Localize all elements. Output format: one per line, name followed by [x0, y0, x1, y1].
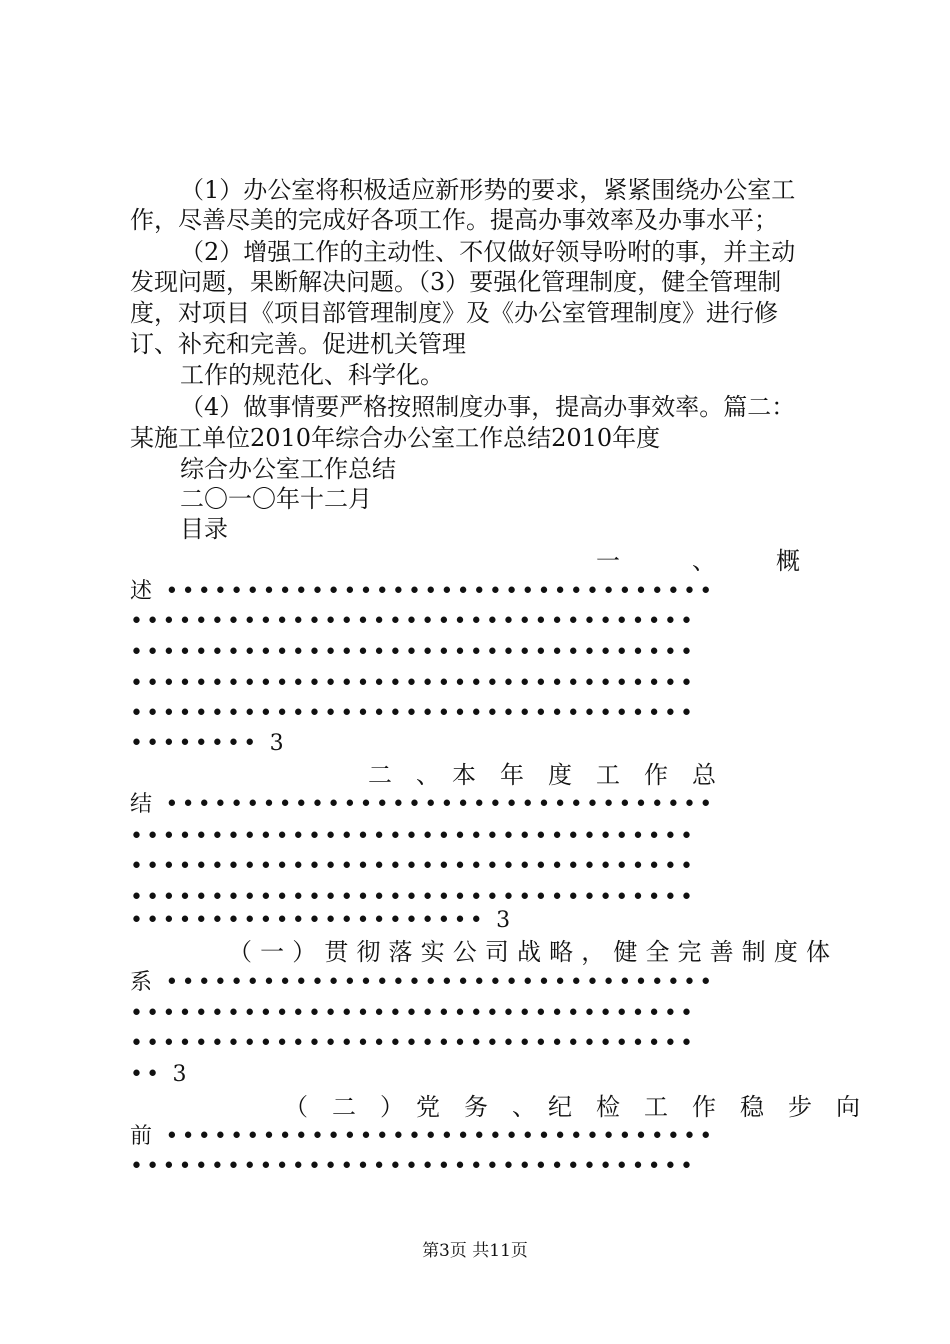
toc-leader-row: •••••••••••••••••••••••••••••••••••	[130, 1001, 697, 1026]
toc-leader-row: •••••••••••••••••••••••••••••••••••	[130, 1154, 697, 1179]
toc-leader-row: •• 3	[130, 1062, 190, 1087]
toc-leader-row: •••••••••••••••••••••••••••••••••••	[130, 701, 697, 726]
toc-item-2-page: 3	[496, 908, 514, 933]
document-title: 综合办公室工作总结	[180, 455, 396, 483]
paragraph-line: 订、补充和完善。促进机关管理	[130, 330, 466, 358]
paragraph-line: 作，尽善尽美的完成好各项工作。提高办事效率及办事水平；	[130, 206, 778, 234]
toc-item-3-heading: （一）贯彻落实公司战略，健全完善制度体	[228, 938, 830, 966]
paragraph-line: （4）做事情要严格按照制度办事，提高办事效率。篇二：	[180, 393, 796, 421]
toc-leader-row: •••••••••••••••••••••••••••••••••••	[130, 1031, 697, 1056]
toc-leader-row: 结 ••••••••••••••••••••••••••••••••••	[130, 792, 716, 817]
paragraph-line: （1）办公室将积极适应新形势的要求，紧紧围绕办公室工	[180, 176, 796, 204]
toc-item-4-tail: 前	[130, 1124, 156, 1149]
toc-item-2-heading: 二 、 本 年 度 工 作 总	[368, 761, 716, 789]
toc-leader-row: •••••••• 3	[130, 731, 287, 756]
paragraph-line: （2）增强工作的主动性、不仅做好领导吩咐的事，并主动	[180, 238, 796, 266]
toc-leader-row: •••••••••••••••••••••• 3	[130, 908, 514, 933]
toc-item-4-heading: （ 二 ） 党 务 、 纪 检 工 作 稳 步 向	[284, 1093, 860, 1121]
toc-item-1-page: 3	[269, 731, 287, 756]
toc-item-2-tail: 结	[130, 792, 156, 817]
toc-leader-row: •••••••••••••••••••••••••••••••••••	[130, 671, 697, 696]
page-footer: 第3页 共11页	[422, 1241, 528, 1261]
toc-leader-row: •••••••••••••••••••••••••••••••••••	[130, 609, 697, 634]
toc-label: 目录	[180, 515, 228, 543]
toc-leader-row: •••••••••••••••••••••••••••••••••••	[130, 640, 697, 665]
toc-leader-row: •••••••••••••••••••••••••••••••••••	[130, 824, 697, 849]
toc-leader-row: 系 ••••••••••••••••••••••••••••••••••	[130, 970, 716, 995]
paragraph-line: 发现问题，果断解决问题。（3）要强化管理制度，健全管理制	[130, 268, 782, 296]
toc-item-3-tail: 系	[130, 970, 156, 995]
document-date: 二〇一〇年十二月	[180, 485, 372, 513]
paragraph-line: 某施工单位2010年综合办公室工作总结2010年度	[130, 424, 661, 452]
toc-leader-row: 前 ••••••••••••••••••••••••••••••••••	[130, 1124, 716, 1149]
toc-leader-row: 述 ••••••••••••••••••••••••••••••••••	[130, 579, 716, 604]
paragraph-line: 度，对项目《项目部管理制度》及《办公室管理制度》进行修	[130, 299, 778, 327]
toc-leader-row: •••••••••••••••••••••••••••••••••••	[130, 885, 697, 910]
toc-item-1-tail: 述	[130, 579, 156, 604]
toc-item-3-page: 3	[172, 1062, 190, 1087]
toc-item-1-heading: 一 、 概	[596, 547, 800, 575]
toc-leader-row: •••••••••••••••••••••••••••••••••••	[130, 854, 697, 879]
paragraph-line: 工作的规范化、科学化。	[180, 361, 444, 389]
